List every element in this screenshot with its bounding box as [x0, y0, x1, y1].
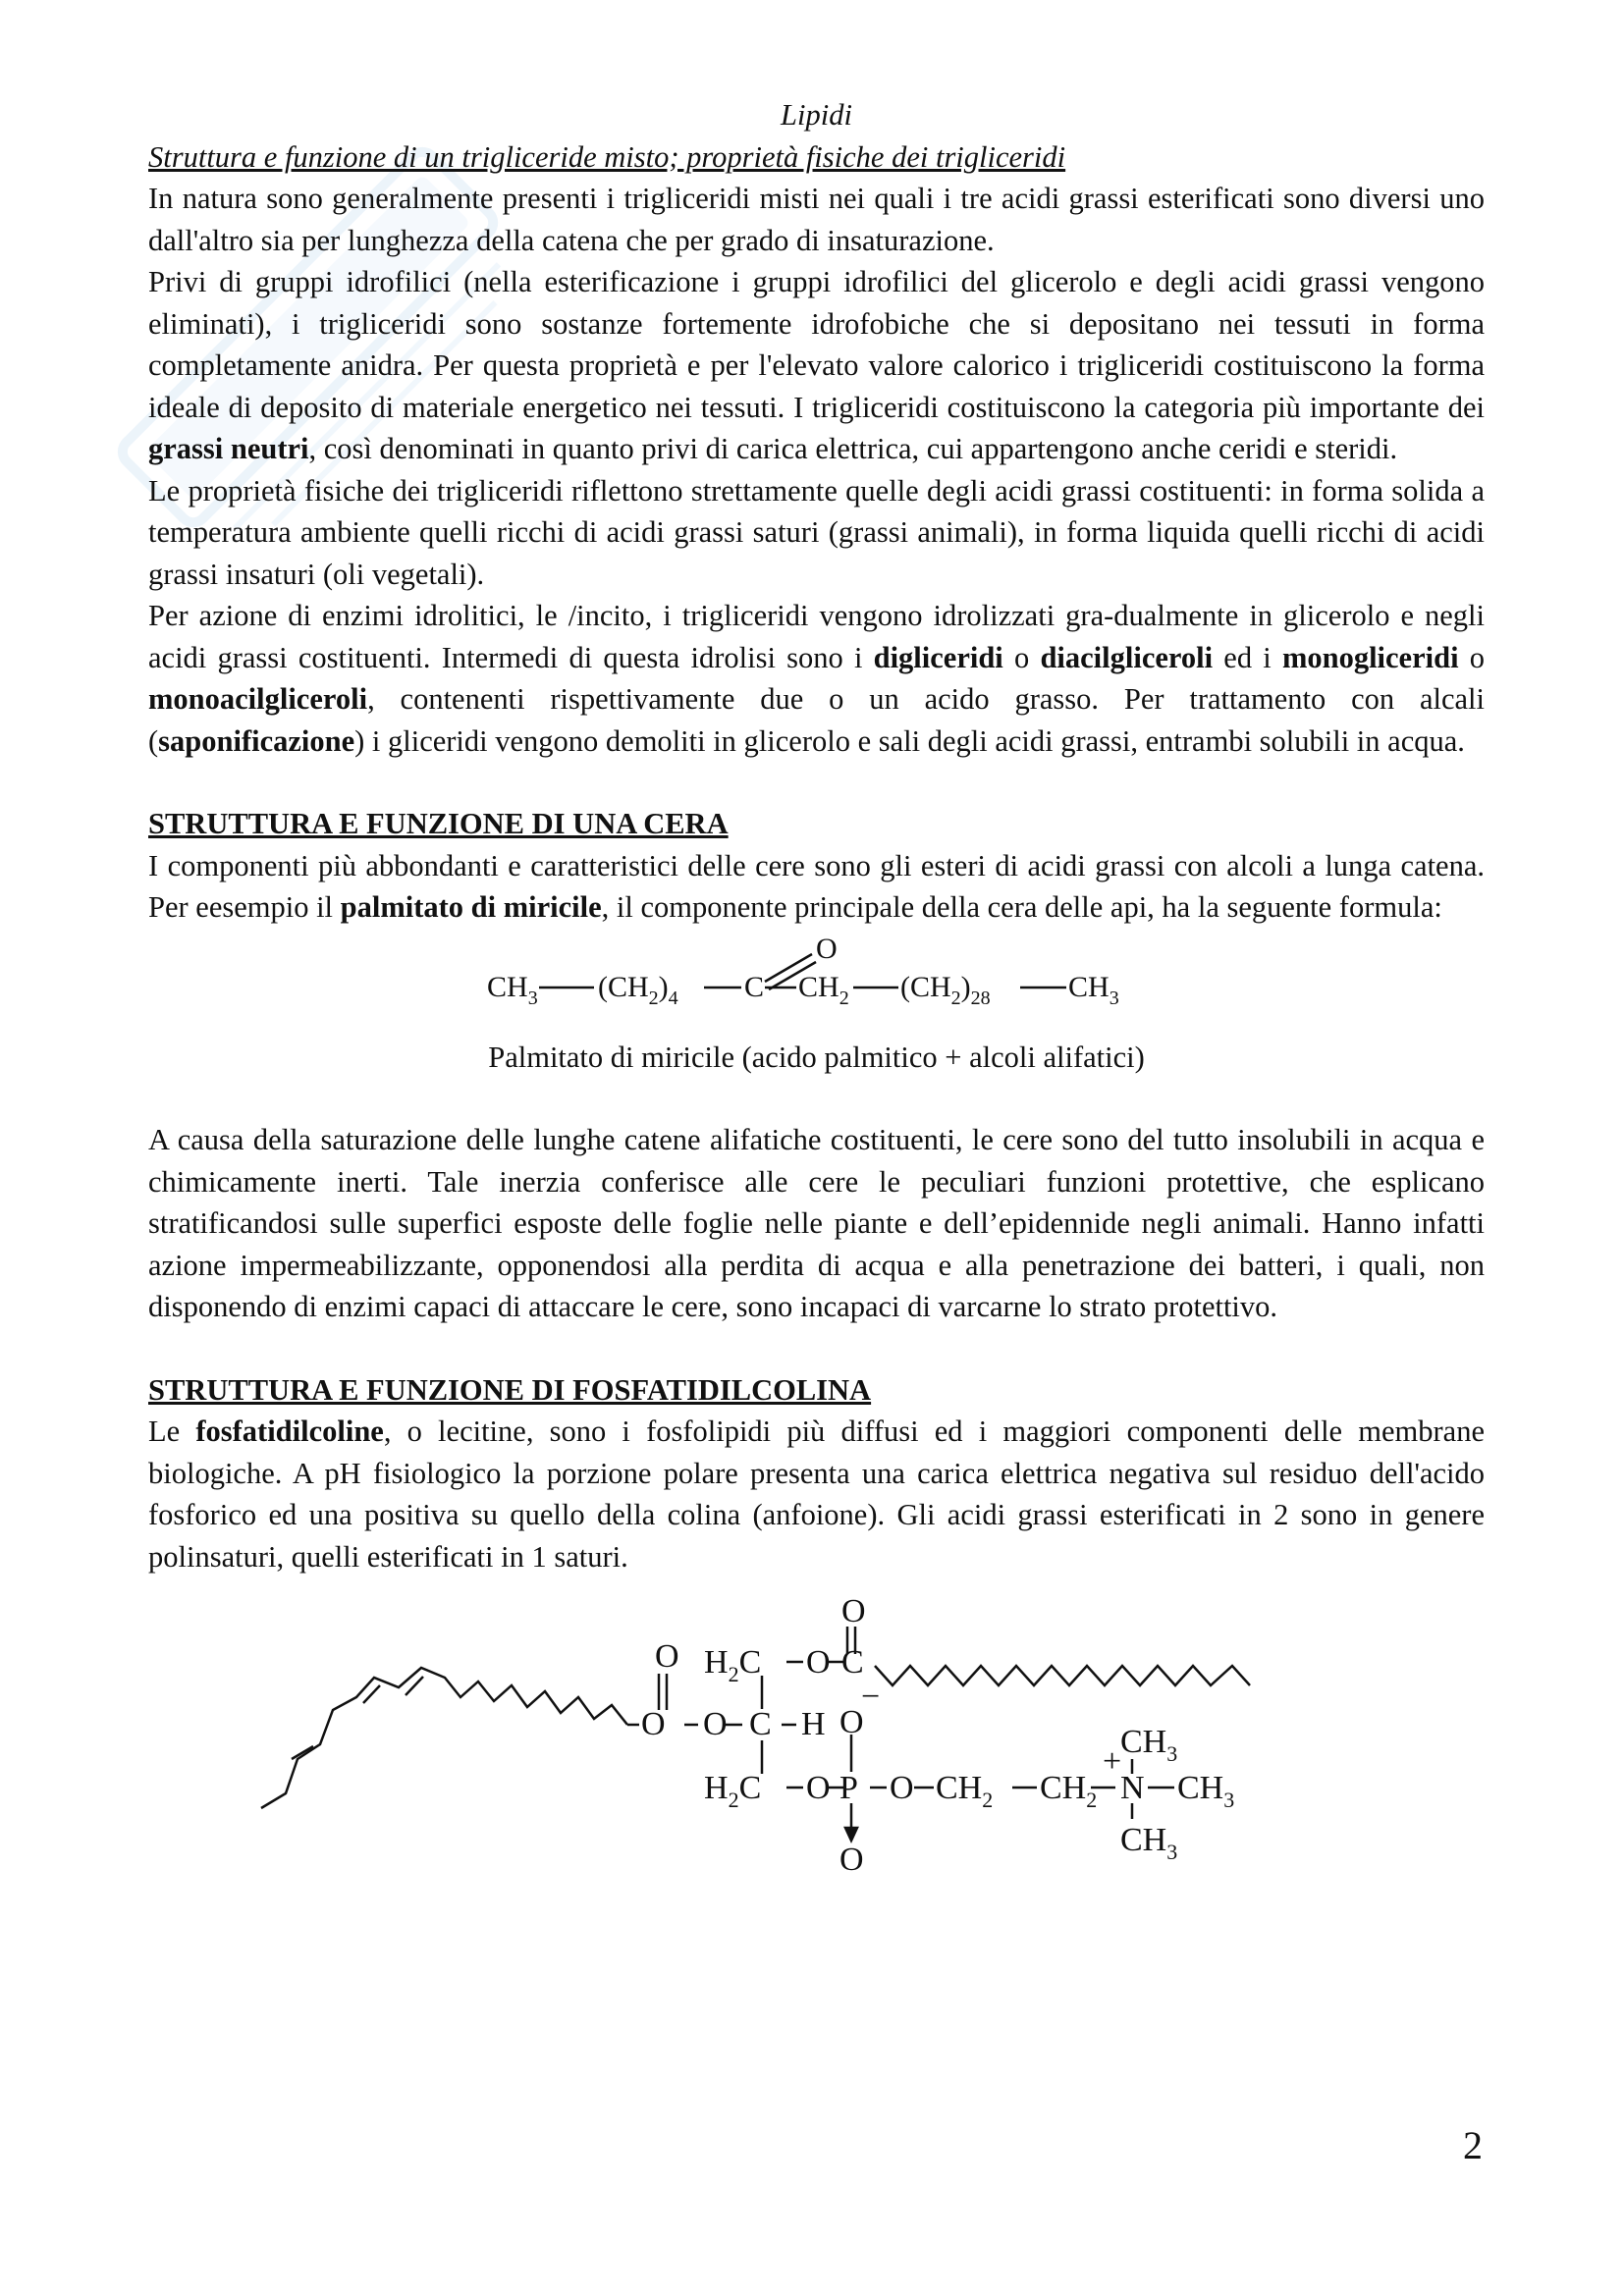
- svg-text:H2C: $H_2C$: [704, 1770, 762, 1812]
- bold-term: grassi neutri: [148, 432, 309, 465]
- bold-term: diacilgliceroli: [1040, 640, 1214, 674]
- section-heading: STRUTTURA E FUNZIONE DI FOSFATIDILCOLINA: [148, 1372, 872, 1407]
- svg-text:P: P: [839, 1770, 858, 1806]
- formula-caption: Palmitato di miricile (acido palmitico + alcoli alifatici): [488, 1040, 1145, 1074]
- section-subtitle: Struttura e funzione di un trigliceride misto; proprietà fisiche dei trigliceridi: [148, 139, 1066, 174]
- svg-text:C: C: [841, 1644, 864, 1681]
- document-body: [148, 94, 1485, 1950]
- svg-text:CH2: $CH_2$: [798, 970, 849, 1009]
- svg-text:N: N: [1120, 1770, 1145, 1806]
- page-number: 2: [1463, 2123, 1483, 2167]
- svg-text:CH3: $CH_3$: [1120, 1822, 1178, 1864]
- paragraph: Le proprietà fisiche dei trigliceridi riflettono strettamente quelle degli acidi grassi costituenti: in forma solida a temperatura ambiente quelli ricchi di acidi grassi saturi (grassi animali), in forma liquida quelli ricchi di acidi grassi insaturi (oli vegetali).: [148, 473, 1485, 591]
- bold-term: saponificazione: [158, 723, 355, 758]
- svg-text:O: O: [641, 1706, 666, 1742]
- svg-text:H2C: $H_2C$: [704, 1644, 762, 1686]
- paragraph: I componenti più abbondanti e caratteristici delle cere sono gli esteri di acidi grassi con alcoli a lunga catena. Per eesempio il palmitato di miricile, il componente principale della cera delle api, ha la seguente formula:: [148, 848, 1485, 924]
- svg-text:O: O: [890, 1770, 914, 1806]
- svg-text:O: O: [839, 1704, 864, 1740]
- paragraph: Le fosfatidilcoline, o lecitine, sono i fosfolipidi più diffusi ed i maggiori componenti delle membrane biologiche. A pH fisiologico la porzione polare presenta una carica elettrica negativa sul residuo dell'acido fosforico ed una positiva su quello della colina (anfoione). Gli acidi grassi esterificati in 2 sono in genere polinsaturi, quelli esterificati in 1 saturi.: [148, 1415, 1485, 1574]
- paragraph: A causa della saturazione delle lunghe catene alifatiche costituenti, le cere sono del tutto insolubili in acqua e chimicamente inerti. Tale inerzia conferisce alle cere le peculiari funzioni protettive, che esplicano stratificandosi sulle superfici esposte delle foglie nelle piante e dell’epidennide negli animali. Hanno infatti azione impermeabilizzante, opponendosi alla perdita di acqua e alla penetrazione dei batteri, i quali, non disponendo di enzimi capaci di attaccare le cere, sono incapaci di varcarne lo strato protettivo.: [148, 1123, 1485, 1323]
- svg-text:CH2: $CH_2$: [936, 1770, 994, 1812]
- svg-text:O: O: [816, 932, 838, 965]
- paragraph: In natura sono generalmente presenti i trigliceridi misti nei quali i tre acidi grassi esterificati sono diversi uno dall'altro sia per lunghezza della catena che per grado di insaturazione.: [148, 182, 1485, 257]
- bold-term: monogliceridi: [1281, 640, 1459, 674]
- section-heading: STRUTTURA E FUNZIONE DI UNA CERA: [148, 807, 729, 840]
- paragraph: Per azione di enzimi idrolitici, le /incito, i trigliceridi vengono idrolizzati gra-dualmente in glicerolo e negli acidi grassi costituenti. Intermedi di questa idrolisi sono i digliceridi o diacilgliceroli ed i monogliceridi o monoacilglicerolі, contenenti rispettivamente due o un acido grasso. Per trattamento con alcali (saponificazione) i gliceridi vengono demoliti in glicerolo e sali degli acidi grassi, entrambi solubili in acqua.: [148, 599, 1485, 758]
- bold-term: fosfatidilcoline: [195, 1415, 384, 1448]
- svg-text:CH3: $CH_3$: [1068, 970, 1119, 1009]
- svg-text:CH3: $CH_3$: [487, 970, 538, 1009]
- svg-text:+: +: [1103, 1743, 1122, 1780]
- svg-text:C: C: [744, 970, 765, 1003]
- svg-text:O: O: [806, 1770, 831, 1806]
- svg-text:O: O: [806, 1644, 831, 1681]
- svg-text:(CH2)4: $(CH_2)_4$: [598, 970, 678, 1009]
- bold-term: digliceridi: [873, 640, 1003, 674]
- phosphatidylcholine-structure: [148, 1593, 1485, 1950]
- svg-text:O: O: [703, 1706, 728, 1742]
- svg-text:O: O: [839, 1842, 864, 1878]
- wax-formula: [148, 934, 1485, 1033]
- bold-term: palmitato di miricile: [340, 890, 602, 924]
- svg-text:CH3: $CH_3$: [1177, 1770, 1235, 1812]
- svg-text:C: C: [749, 1706, 772, 1742]
- svg-text:O: O: [841, 1593, 866, 1629]
- svg-text:H: H: [801, 1706, 826, 1742]
- bold-term: monoacilglicerolі: [148, 682, 368, 716]
- paragraph: Privi di gruppi idrofilici (nella esterificazione i gruppi idrofilici del glicerolo e degli acidi grassi vengono eliminati), i trigliceridi sono sostanze fortemente idrofobiche che si depositano nei tessuti in forma completamente anidra. Per questa proprietà e per l'elevato valore calorico i trigliceridi costituiscono la forma ideale di deposito di materiale energetico nei tessuti. I trigliceridi costituiscono la categoria più importante dei grassi neutri, così denominati in quanto privi di carica elettrica, cui appartengono anche ceridi e steridi.: [148, 265, 1485, 465]
- svg-text:CH3: $CH_3$: [1120, 1724, 1178, 1766]
- svg-text:CH2: $CH_2$: [1040, 1770, 1098, 1812]
- svg-text:O: O: [655, 1638, 679, 1675]
- document-title: Lipidi: [781, 98, 852, 132]
- phosphatidylcholine-svg: [148, 1593, 1485, 1950]
- wax-formula-svg: [148, 934, 1485, 1033]
- svg-text:(CH2)28: $(CH_2)_{28}$: [900, 970, 991, 1009]
- svg-text:−: −: [861, 1679, 881, 1715]
